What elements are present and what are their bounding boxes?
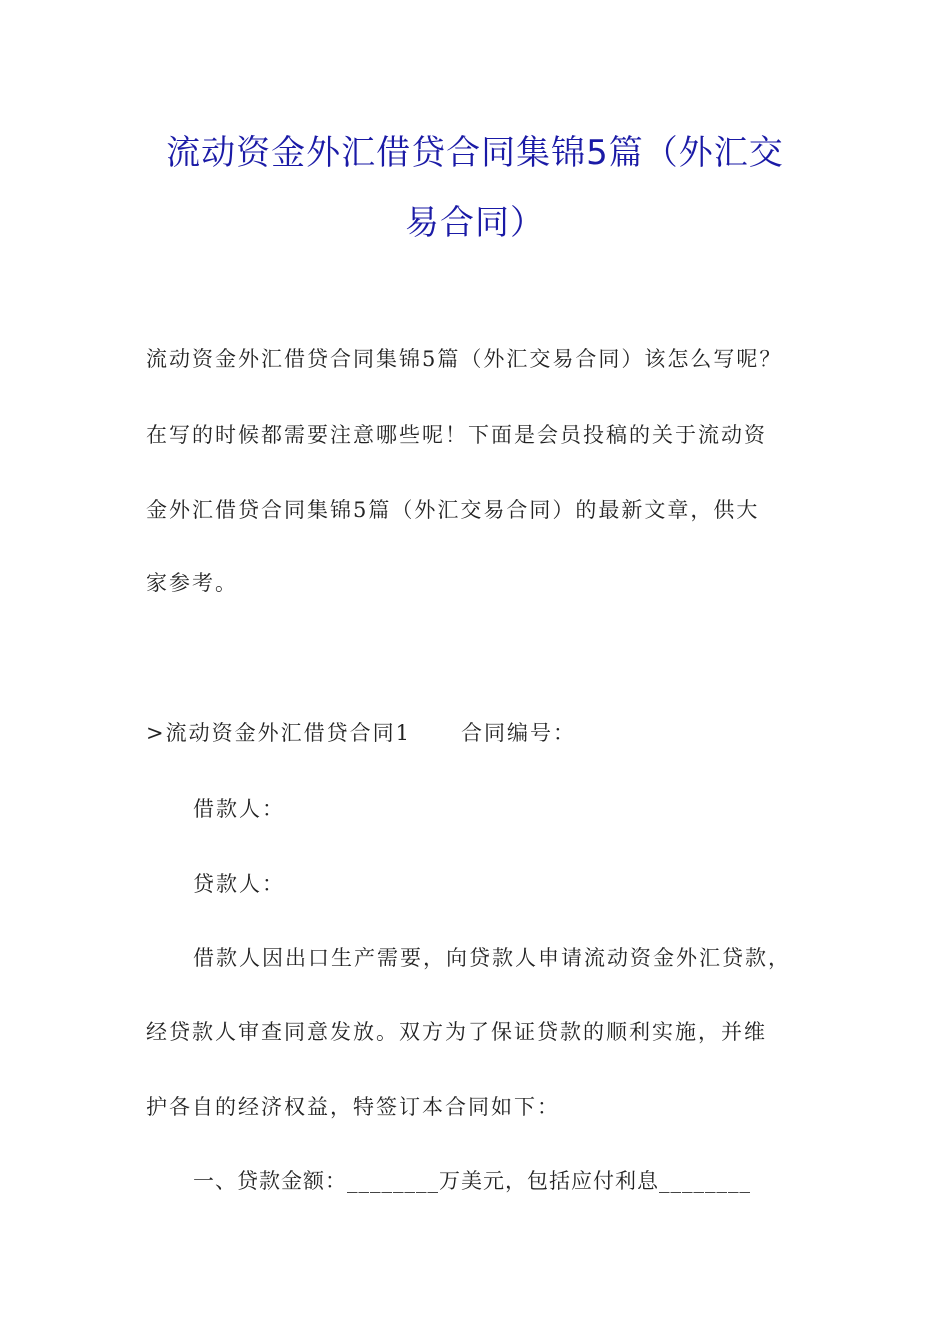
lender-label: 贷款人： [193, 872, 285, 896]
borrower-label: 借款人： [193, 797, 285, 821]
intro-line-4: 家参考。 [146, 571, 238, 595]
intro-line-3: 金外汇借贷合同集锦5篇（外汇交易合同）的最新文章，供大 [146, 498, 760, 522]
intro-line-1: 流动资金外汇借贷合同集锦5篇（外汇交易合同）该怎么写呢？ [146, 347, 783, 371]
body-line-1: 借款人因出口生产需要，向贷款人申请流动资金外汇贷款， [193, 946, 791, 970]
document-title-line-2: 易合同） [405, 203, 545, 243]
body-line-3: 护各自的经济权益，特签订本合同如下： [146, 1095, 560, 1119]
intro-line-2: 在写的时候都需要注意哪些呢！下面是会员投稿的关于流动资 [146, 423, 767, 447]
contract-number-label: 合同编号： [461, 721, 576, 745]
section-heading: >流动资金外汇借贷合同1 [146, 721, 411, 745]
document-title-line-1: 流动资金外汇借贷合同集锦5篇（外汇交 [166, 133, 784, 173]
clause-1: 一、贷款金额：________万美元，包括应付利息________ [193, 1169, 751, 1193]
body-line-2: 经贷款人审查同意发放。双方为了保证贷款的顺利实施，并维 [146, 1020, 767, 1044]
